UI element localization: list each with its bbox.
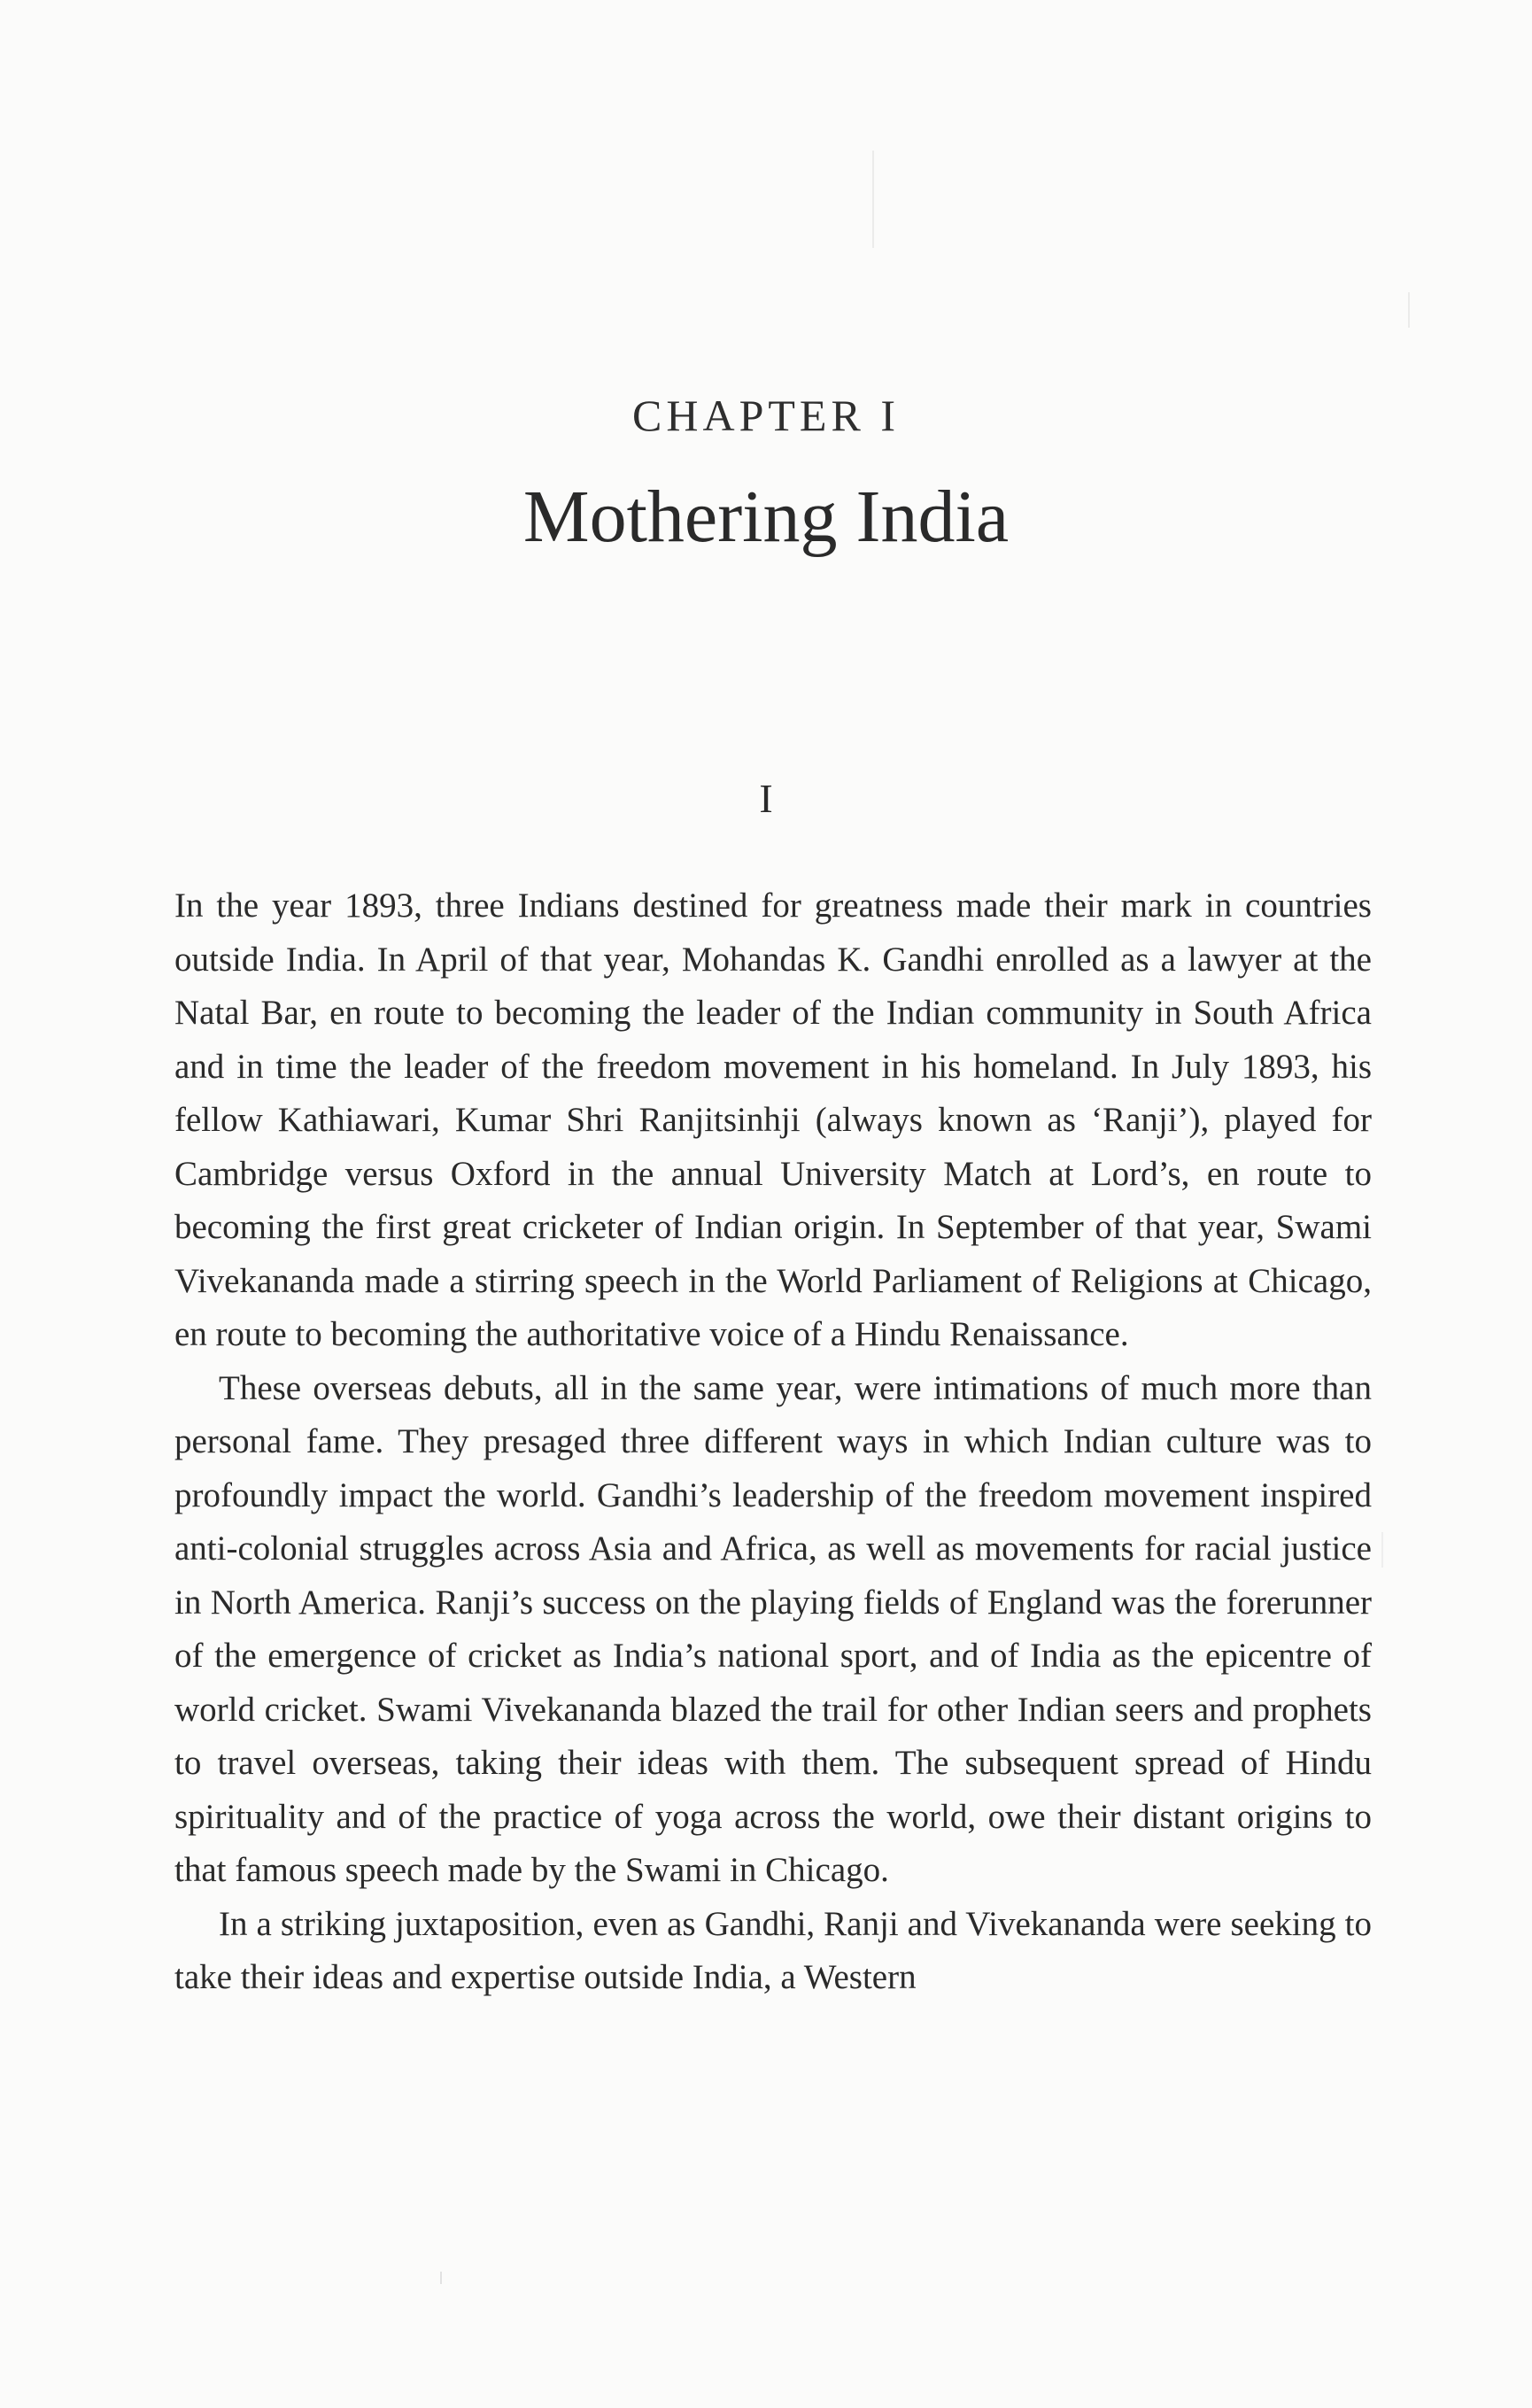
scan-mark: [440, 2272, 442, 2284]
section-number: I: [759, 776, 773, 821]
paragraph: In a striking juxtaposition, even as Gandhi, Ranji and Vivekananda were seeking to take their ideas and expertise outside India, a Western: [174, 1904, 1372, 1996]
chapter-body: [174, 879, 1372, 2005]
scan-mark: [872, 151, 874, 248]
scan-mark: [1381, 1532, 1383, 1568]
chapter-title: Mothering India: [522, 476, 1010, 558]
chapter-label: CHAPTER I: [632, 391, 900, 440]
paragraph: In the year 1893, three Indians destined for greatness made their mark in countries outside India. In April of that year, Mohandas K. Gandhi enrolled as a lawyer at the Natal Bar, en route to becoming the leader of the Indian community in South Africa and in time the leader of the freedom movement in his homeland. In July 1893, his fellow Kathiawari, Kumar Shri Ranjitsinhji (always known as ‘Ranji’), played for Cambridge versus Oxford in the annual University Match at Lord’s, en route to becoming the first great cricketer of Indian origin. In September of that year, Swami Vivekananda made a stirring speech in the World Parliament of Religions at Chicago, en route to becoming the authoritative voice of a Hindu Renaissance.: [174, 887, 1372, 1353]
scan-mark: [1408, 292, 1410, 328]
paragraph: These overseas debuts, all in the same year, were intimations of much more than personal fame. They presaged three different ways in which Indian culture was to profoundly impact the world. Gandhi’s leadership of the freedom movement inspired anti-colonial struggles across Asia and Africa, as well as movements for racial justice in North America. Ranji’s success on the playing fields of England was the forerunner of the emergence of cricket as India’s national sport, and of India as the epicentre of world cricket. Swami Vivekananda blazed the trail for other Indian seers and prophets to travel overseas, taking their ideas with them. The subsequent spread of Hindu spirituality and of the practice of yoga across the world, owe their distant origins to that famous speech made by the Swami in Chicago.: [174, 1368, 1372, 1889]
